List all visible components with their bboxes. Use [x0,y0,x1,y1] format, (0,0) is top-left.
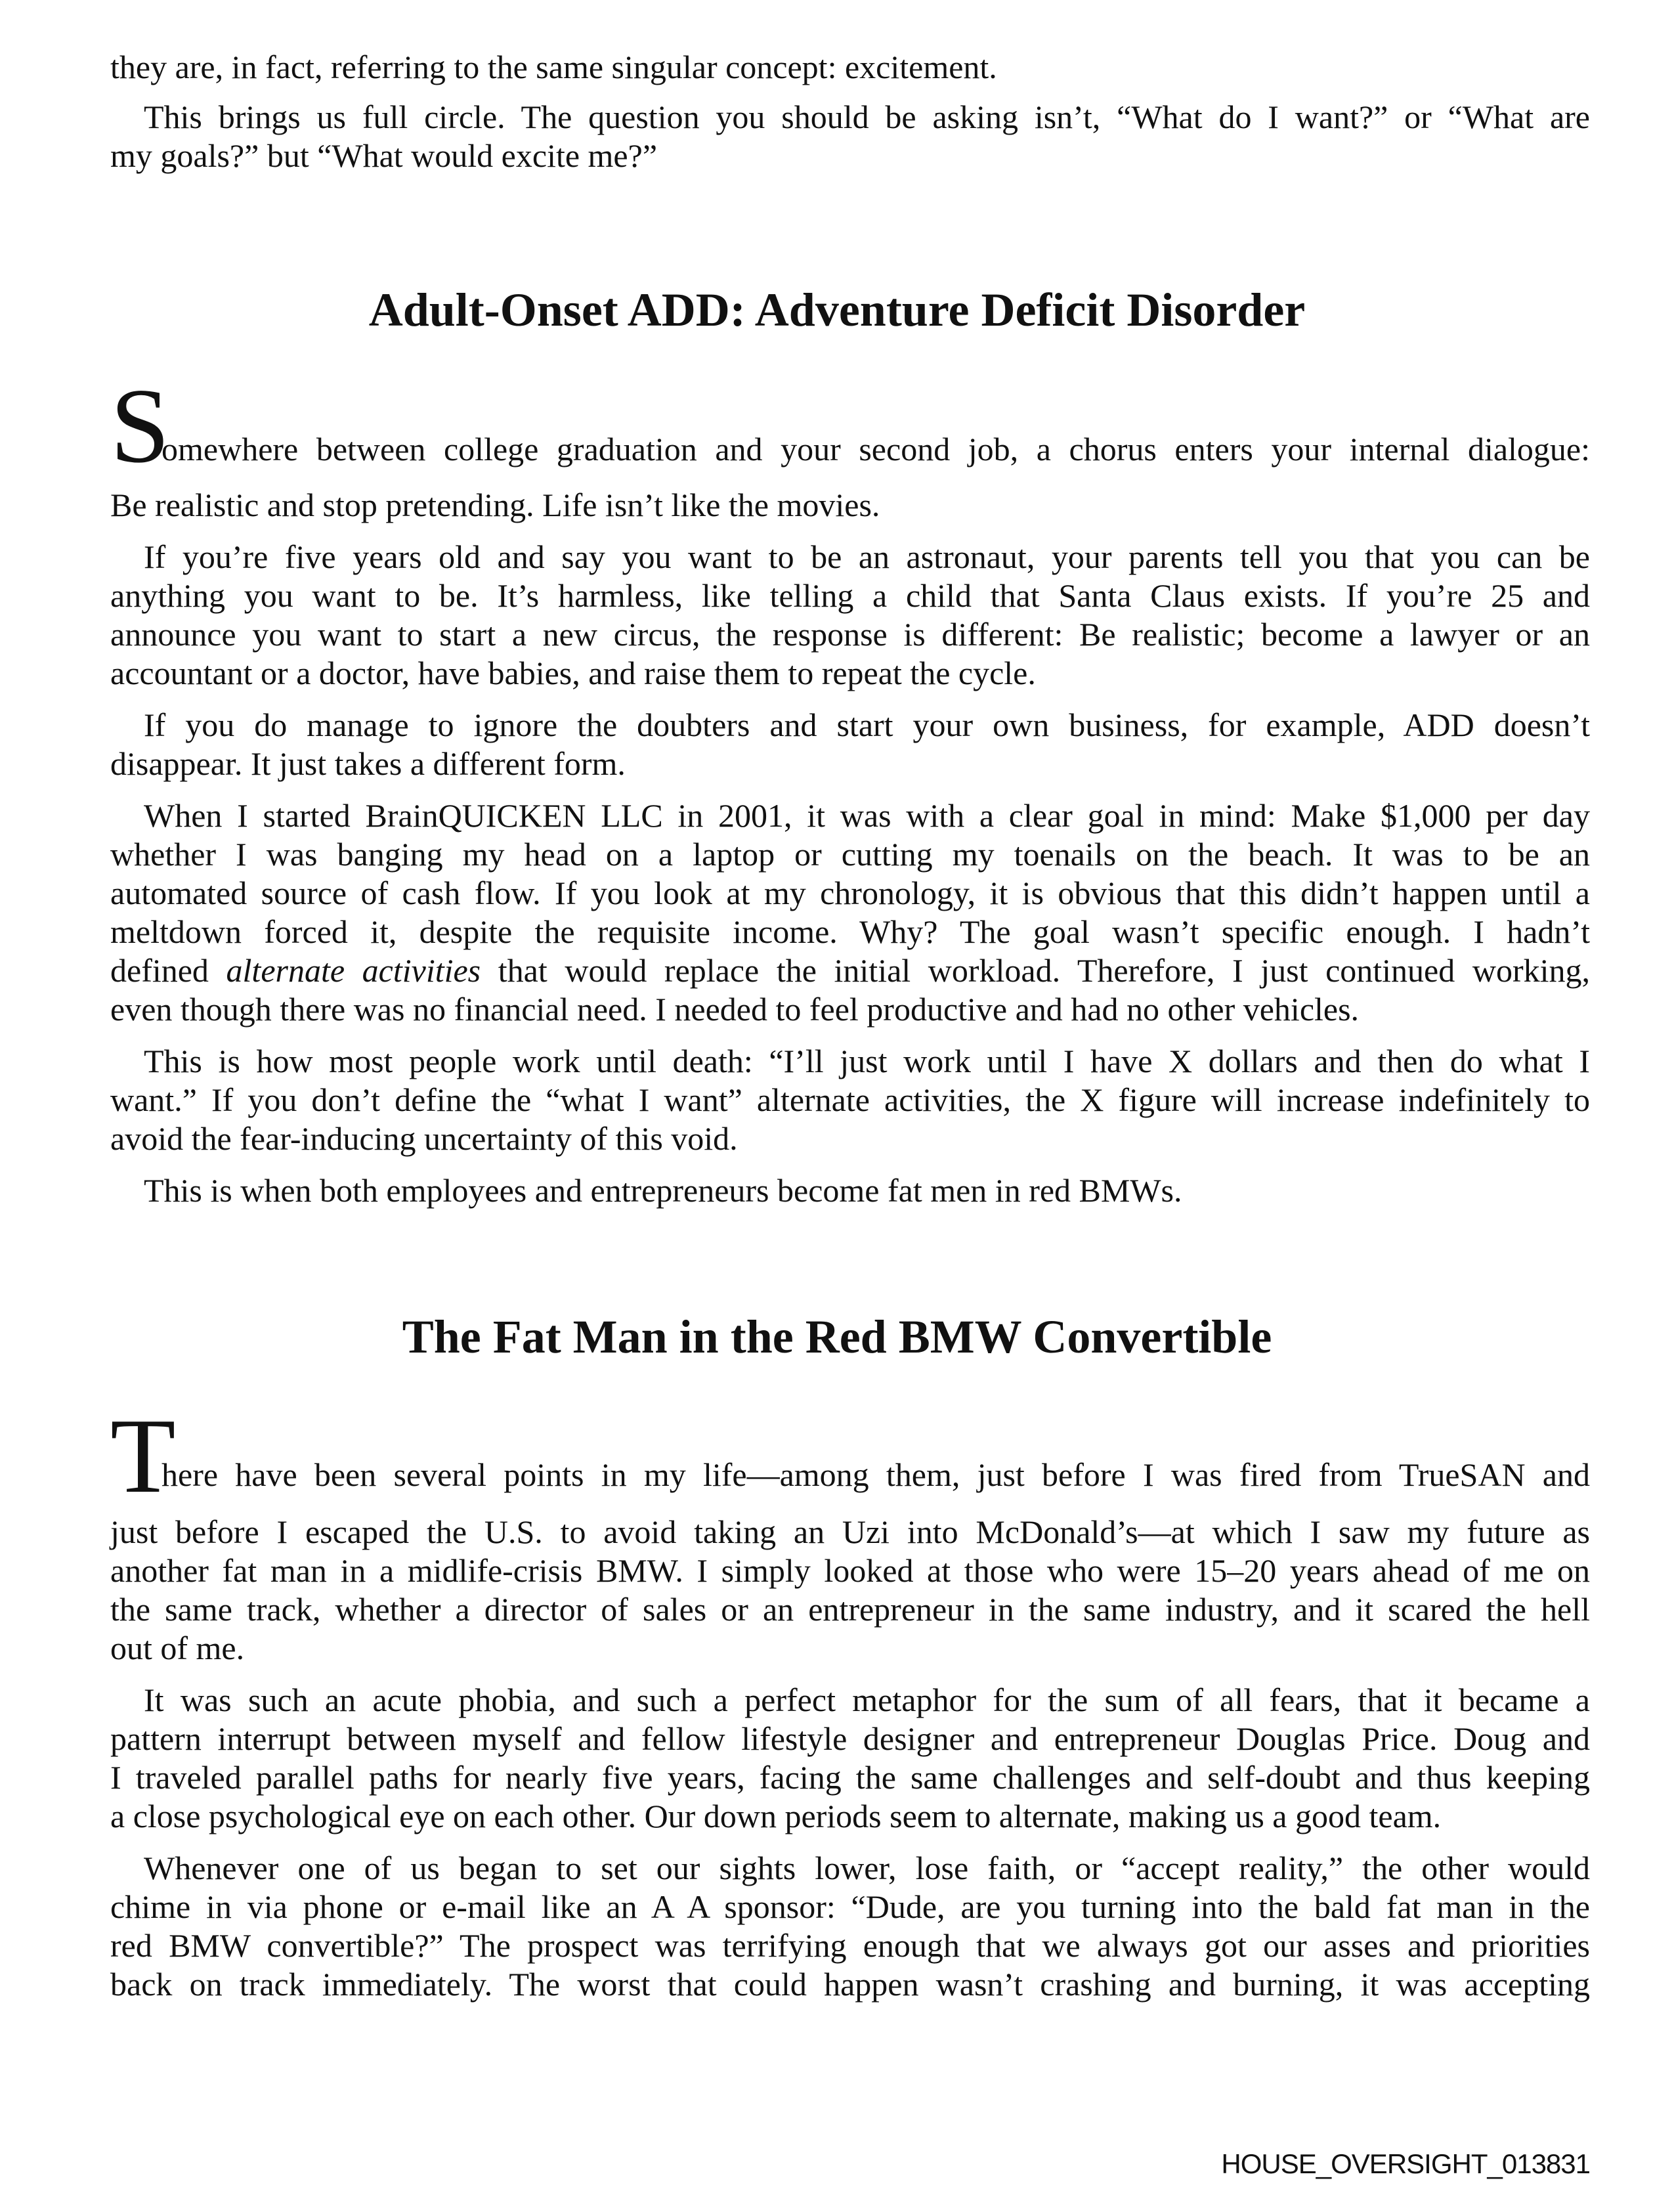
text-line: If you do manage to ignore the doubters and start your own business, for example, ADD doesn’t [144,706,1590,743]
text-line: automated source of cash flow. If you look at my chronology, it is obvious that this didn’t happen until a [110,875,1590,911]
text-line: the same track, whether a director of sales or an entrepreneur in the same industry, and it scared the hell [110,1591,1590,1628]
text-line: accountant or a doctor, have babies, and raise them to repeat the cycle. [110,655,1036,691]
text-line: omewhere between college graduation and your second job, a chorus enters your internal dialogue: [161,431,1590,467]
paragraph [110,1513,1590,1668]
text-line: Be realistic and stop pretending. Life isn’t like the movies. [110,487,880,523]
drop-cap: S [110,367,170,485]
text-line: want.” If you don’t define the “what I want” alternate activities, the X figure will increase indefinitely to [110,1081,1590,1118]
bates-number: HOUSE_OVERSIGHT_013831 [1221,2148,1590,2179]
text-line: out of me. [110,1630,245,1666]
text-line: anything you want to be. It’s harmless, like telling a child that Santa Claus exists. If you’re 25 and [110,577,1590,614]
text-line: This brings us full circle. The question you should be asking isn’t, “What do I want?” or “What are [144,98,1590,135]
text-line: announce you want to start a new circus, the response is different: Be realistic; become a lawyer or an [110,616,1590,653]
section2-body [110,1513,1590,2004]
intro-text [110,48,1590,175]
text-line: pattern interrupt between myself and fellow lifestyle designer and entrepreneur Douglas Price. Doug and [110,1720,1590,1757]
drop-cap: T [110,1397,176,1515]
text-line: they are, in fact, referring to the same singular concept: excitement. [110,49,997,85]
paragraph [110,538,1590,693]
text-line: even though there was no financial need. I needed to feel productive and had no other vehicles. [110,991,1360,1028]
text-line: just before I escaped the U.S. to avoid taking an Uzi into McDonald’s—at which I saw my future as [110,1513,1590,1550]
text-line: It was such an acute phobia, and such a perfect metaphor for the sum of all fears, that it became a [144,1681,1590,1718]
paragraph [110,796,1590,1029]
text-line: meltdown forced it, despite the requisite income. Why? The goal wasn’t specific enough. I hadn’t [110,913,1590,950]
paragraph [110,1042,1590,1158]
section-heading: Adult-Onset ADD: Adventure Deficit Disorder [368,284,1306,336]
paragraph [110,48,1590,87]
text-segment: defined [110,952,226,989]
text-line: whether I was banging my head on a laptop or cutting my toenails on the beach. It was to be an [110,836,1590,873]
text-line: This is when both employees and entrepreneurs become fat men in red BMWs. [144,1172,1182,1209]
section1-body [110,486,1590,1210]
text-line [110,951,1590,990]
text-line: Whenever one of us began to set our sights lower, lose faith, or “accept reality,” the other would [144,1850,1590,1886]
text-line: disappear. It just takes a different form. [110,745,626,782]
paragraph [110,1681,1590,1836]
drop-cap-line [110,1397,1590,1515]
text-line: a close psychological eye on each other. Our down periods seem to alternate, making us a good team. [110,1798,1442,1834]
text-line: my goals?” but “What would excite me?” [110,137,658,174]
text-line: avoid the fear-inducing uncertainty of this void. [110,1120,738,1157]
text-line: When I started BrainQUICKEN LLC in 2001, it was with a clear goal in mind: Make $1,000 per day [144,797,1590,834]
text-line: red BMW convertible?” The prospect was terrifying enough that we always got our asses and priorities [110,1927,1590,1964]
text-line: chime in via phone or e-mail like an A A sponsor: “Dude, are you turning into the bald fat man in the [110,1888,1590,1925]
text-line: I traveled parallel paths for nearly five years, facing the same challenges and self-doubt and thus keeping [110,1759,1590,1796]
drop-cap-line [110,367,1590,485]
text-segment: that would replace the initial workload. Therefore, I just continued working, [481,952,1590,989]
text-line: back on track immediately. The worst that could happen wasn’t crashing and burning, it was accepting [110,1966,1590,2003]
text-line: If you’re five years old and say you want to be an astronaut, your parents tell you that you can be [144,538,1590,575]
paragraph [110,706,1590,783]
paragraph [110,98,1590,175]
text-line: This is how most people work until death: “I’ll just work until I have X dollars and then do what I [144,1043,1590,1079]
paragraph [110,486,1590,525]
paragraph [110,1849,1590,2004]
paragraph [110,1171,1590,1210]
italic-text: alternate activities [226,952,481,989]
section-heading: The Fat Man in the Red BMW Convertible [402,1311,1272,1363]
text-line: another fat man in a midlife-crisis BMW. I simply looked at those who were 15–20 years ahead of me on [110,1552,1590,1589]
text-line: here have been several points in my life—among them, just before I was fired from TrueSAN and [161,1456,1590,1493]
